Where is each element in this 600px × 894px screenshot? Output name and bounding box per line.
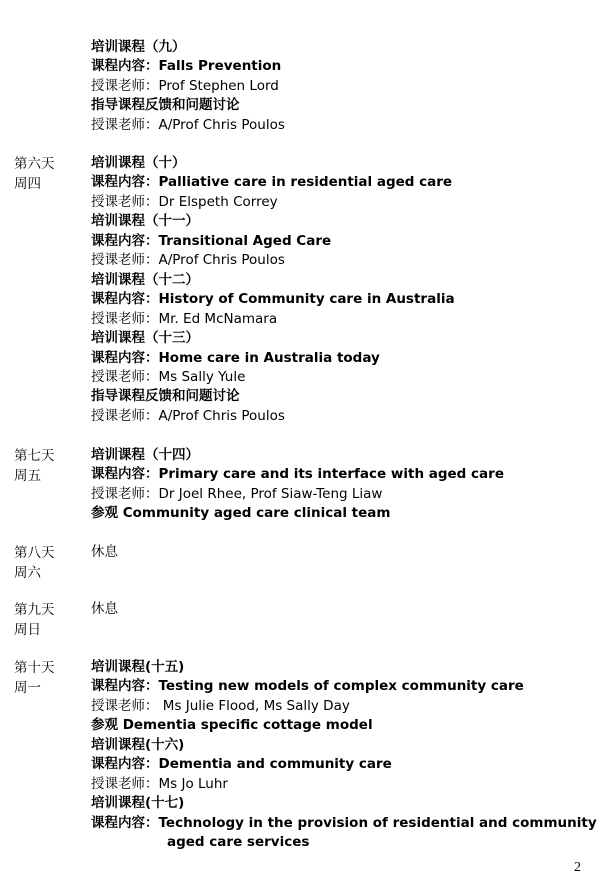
content-label: 课程内容： [91, 58, 159, 75]
day-label: 第十天 [14, 660, 55, 676]
day-label: 第九天 [14, 602, 55, 618]
content-continuation: aged care services [167, 834, 310, 851]
visit-label: 参观 [91, 505, 118, 522]
schedule-line [91, 677, 524, 696]
teacher-label: 授课老师： [91, 116, 159, 133]
schedule-line [91, 232, 331, 251]
content-label: 课程内容： [91, 349, 159, 366]
teacher-name: Dr Elspeth Correy [158, 193, 278, 210]
visit-label: 参观 [91, 717, 118, 734]
weekday-label: 周日 [14, 622, 41, 638]
rest-label: 休息 [91, 601, 118, 617]
schedule-line [91, 814, 597, 833]
teacher-label: 授课老师： [91, 407, 159, 424]
schedule-line [91, 57, 281, 76]
course-title: 培训课程(十七) [91, 795, 185, 812]
course-title: 培训课程（九） [91, 39, 186, 55]
schedule-line [91, 504, 390, 523]
page-number: 2 [574, 860, 581, 875]
teacher-label: 授课老师： [91, 775, 159, 792]
teacher-name: Dr Joel Rhee, Prof Siaw-Teng Liaw [158, 485, 383, 502]
day-label: 第八天 [14, 545, 55, 561]
schedule-line [91, 349, 380, 368]
schedule-line [167, 833, 309, 852]
content-value: Dementia and community care [158, 756, 392, 773]
teacher-label: 授课老师： [91, 697, 159, 714]
content-value: Home care in Australia today [158, 349, 380, 366]
schedule-line [91, 485, 382, 504]
schedule-line [91, 368, 245, 387]
schedule-line [91, 271, 199, 290]
weekday-label: 周四 [14, 176, 41, 192]
schedule-line [91, 775, 228, 794]
weekday-label: 周五 [14, 468, 41, 484]
schedule-line [91, 736, 184, 755]
visit-value: Community aged care clinical team [118, 505, 391, 522]
day-label: 第六天 [14, 156, 55, 172]
teacher-name: Mr. Ed McNamara [158, 310, 278, 327]
schedule-line [91, 310, 277, 329]
visit-value: Dementia specific cottage model [118, 717, 373, 734]
schedule-line [91, 290, 455, 309]
schedule-line [91, 716, 373, 735]
schedule-line [91, 96, 240, 115]
teacher-label: 授课老师： [91, 310, 159, 327]
schedule-line [91, 251, 285, 270]
teacher-label: 授课老师： [91, 193, 159, 210]
schedule-line [91, 407, 285, 426]
rest-label: 休息 [91, 544, 118, 560]
course-title: 培训课程（十二） [91, 271, 199, 288]
teacher-label: 授课老师： [91, 485, 159, 502]
content-label: 课程内容： [91, 466, 159, 483]
schedule-line [91, 329, 199, 348]
schedule-line [91, 543, 118, 562]
teacher-label: 授课老师： [91, 368, 159, 385]
schedule-line [91, 387, 240, 406]
day-label: 第七天 [14, 448, 55, 464]
teacher-label: 授课老师： [91, 77, 159, 94]
schedule-line [91, 465, 504, 484]
teacher-name: Ms Julie Flood, Ms Sally Day [158, 697, 350, 714]
schedule-line [91, 77, 279, 96]
content-label: 课程内容： [91, 814, 159, 831]
course-title: 培训课程(十六) [91, 736, 185, 753]
course-title: 培训课程(十五) [91, 659, 185, 675]
teacher-name: A/Prof Chris Poulos [158, 116, 285, 133]
course-title: 培训课程（十三） [91, 330, 199, 347]
content-value: Falls Prevention [158, 58, 282, 75]
schedule-line [91, 600, 118, 619]
schedule-line [91, 154, 186, 173]
content-value: Transitional Aged Care [158, 232, 332, 249]
schedule-line [91, 173, 452, 192]
course-title: 培训课程（十一） [91, 213, 199, 230]
course-title: 培训课程（十） [91, 155, 186, 171]
teacher-name: Ms Jo Luhr [158, 775, 228, 792]
teacher-name: A/Prof Chris Poulos [158, 407, 285, 424]
discussion-heading: 指导课程反馈和问题讨论 [91, 388, 240, 405]
schedule-line [91, 658, 184, 677]
schedule-line [91, 212, 199, 231]
discussion-heading: 指导课程反馈和问题讨论 [91, 97, 240, 114]
content-value: Primary care and its interface with aged care [158, 466, 504, 483]
schedule-line [91, 38, 186, 57]
content-label: 课程内容： [91, 232, 159, 249]
content-value: History of Community care in Australia [158, 291, 455, 308]
teacher-label: 授课老师： [91, 252, 159, 269]
content-label: 课程内容： [91, 678, 159, 695]
weekday-label: 周一 [14, 680, 41, 696]
content-value: Testing new models of complex community care [158, 678, 524, 695]
weekday-label: 周六 [14, 565, 41, 581]
teacher-name: Prof Stephen Lord [158, 77, 279, 94]
schedule-line [91, 116, 285, 135]
schedule-line [91, 697, 350, 716]
teacher-name: A/Prof Chris Poulos [158, 252, 285, 269]
content-value: Technology in the provision of residential and community [158, 814, 597, 831]
course-title: 培训课程（十四） [91, 447, 199, 463]
content-label: 课程内容： [91, 756, 159, 773]
content-value: Palliative care in residential aged care [158, 174, 453, 191]
schedule-line [91, 755, 392, 774]
content-label: 课程内容： [91, 291, 159, 308]
schedule-line [91, 193, 278, 212]
teacher-name: Ms Sally Yule [158, 368, 246, 385]
schedule-line [91, 446, 199, 465]
schedule-line [91, 794, 184, 813]
content-label: 课程内容： [91, 174, 159, 191]
